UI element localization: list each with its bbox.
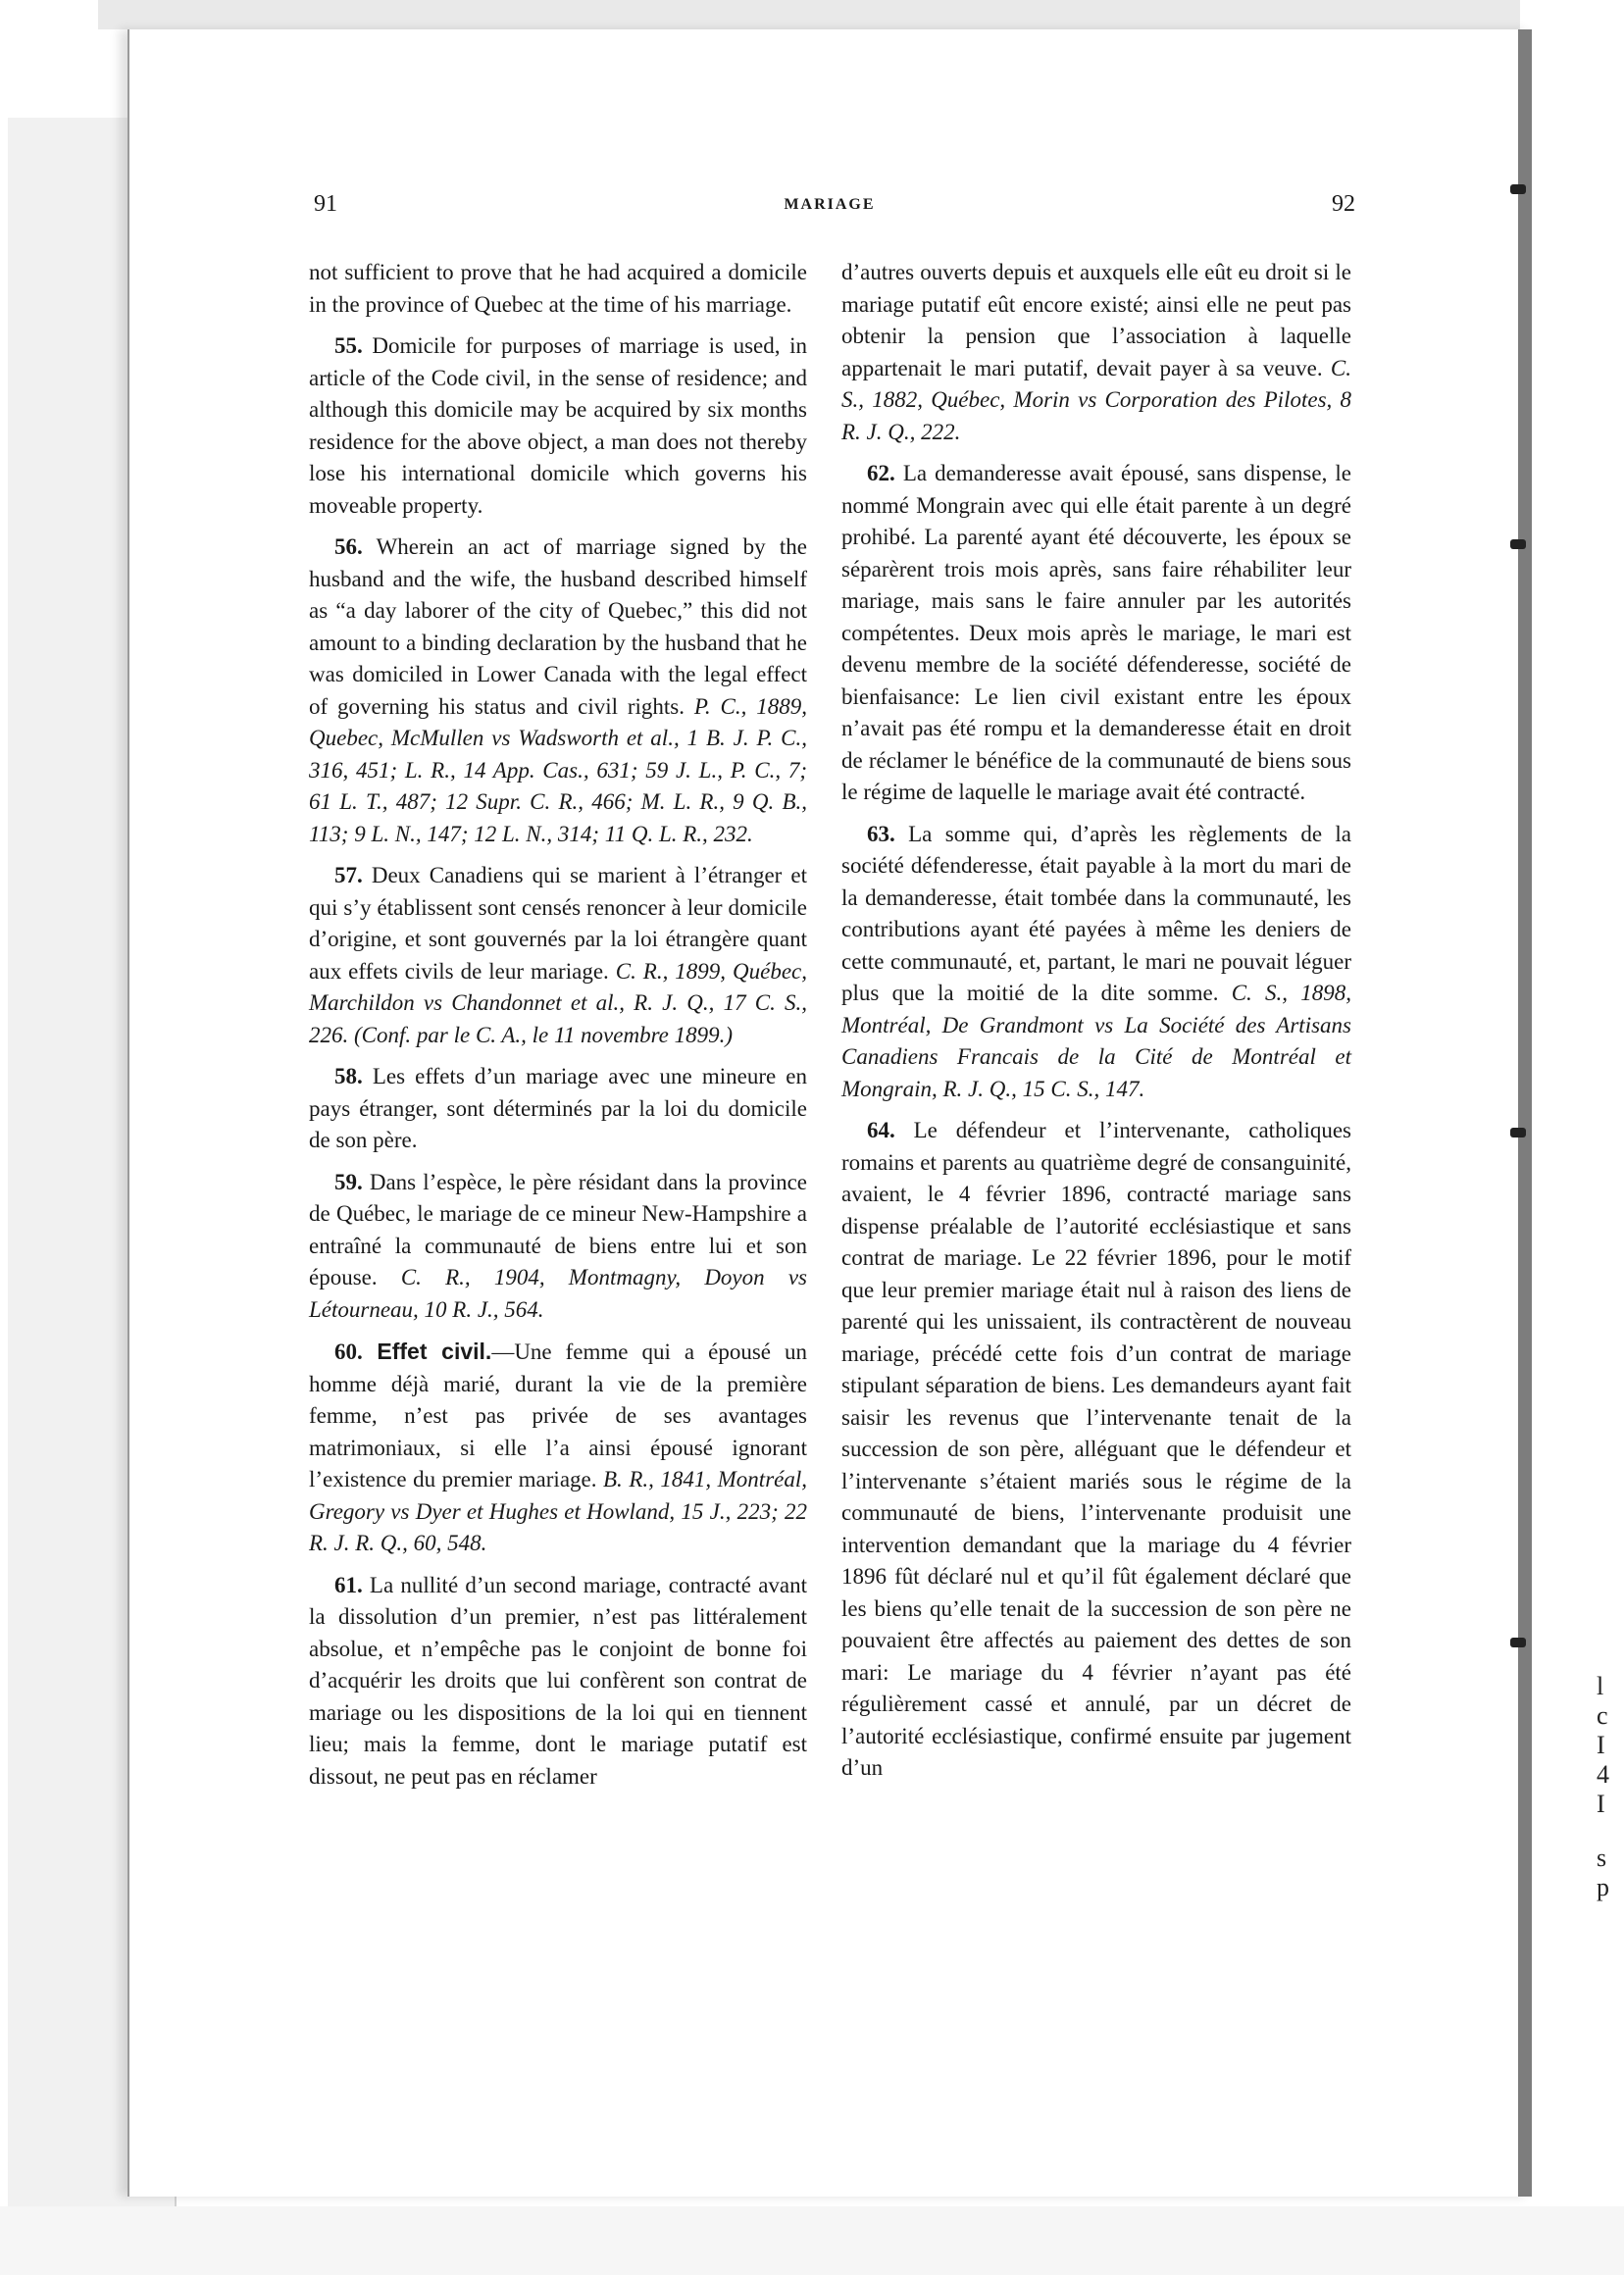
paragraph-text: not sufficient to prove that he had acquired a domicile in the province of Quebec at the time of his marriage. [309, 260, 807, 317]
neighbor-fragment: I [1597, 1790, 1605, 1818]
paragraph-number: 63. [867, 821, 895, 846]
paragraph-text: La somme qui, d’après les règlements de la société défenderesse, était payable à la mort du mari de la demanderesse, était tombée dans la communauté, les contributions ayant été payées à même les deniers de cette communauté, et, partant, le mari ne pouvait léguer plus que la moitié de la dite somme. [841, 821, 1351, 1005]
paragraph-text: La nullité d’un second mariage, contracté avant la dissolution d’un premier, n’est pas littéralement absolue, et n’empêche pas le conjoint de bonne foi d’acquérir les droits que lui confèrent son contrat de mariage ou les dispositions de la loi qui en tiennent lieu; mais la femme, dont le mariage putatif est dissout, ne peut pas en réclamer [309, 1572, 807, 1789]
paragraph-number: 58. [334, 1064, 363, 1088]
paragraph-text: Wherein an act of marriage signed by the husband and the wife, the husband described himself as “a day laborer of the city of Quebec,” this did not amount to a binding declaration by the husband that he was domiciled in Lower Canada with the legal effect of governing his status and civil rights. [309, 534, 807, 719]
binding-clip-icon [1510, 539, 1526, 549]
neighbor-fragment: I [1597, 1731, 1605, 1759]
right-page-number: 92 [1332, 191, 1355, 217]
paragraph-58 [309, 1061, 807, 1157]
paragraph-number: 62. [867, 461, 895, 485]
paragraph-number: 60. [334, 1340, 363, 1364]
citation: C. R., 1904, Montmagny, Doyon vs Létourneau, 10 R. J., 564. [309, 1265, 807, 1322]
paragraph-61 [309, 1570, 807, 1794]
paragraph-number: 59. [334, 1169, 363, 1194]
paragraph-number: 56. [334, 534, 363, 559]
paragraph-64 [841, 1115, 1351, 1785]
paragraph-63 [841, 819, 1351, 1106]
top-book-edge [98, 0, 1520, 29]
right-column [841, 257, 1351, 1795]
paragraph-text: Domicile for purposes of marriage is used, in article of the Code civil, in the sense of residence; and although this domicile may be acquired by six months residence for the above object, a man does not thereby lose his international domicile which governs his moveable property. [309, 333, 807, 518]
neighbor-fragment: c [1597, 1701, 1608, 1730]
binding-clip-icon [1510, 1128, 1526, 1138]
citation: B. R., 1841, Montréal, Gregory vs Dyer et Hughes et Howland, 15 J., 223; 22 R. J. R. Q., 60, 548. [309, 1467, 807, 1555]
running-title: MARIAGE [784, 196, 876, 213]
paragraph-57 [309, 860, 807, 1051]
neighbor-fragment: l [1597, 1672, 1604, 1700]
paragraph-continued [309, 257, 807, 321]
paragraph-text: La demanderesse avait épousé, sans dispense, le nommé Mongrain avec qui elle était parente à un degré prohibé. La parenté ayant été découverte, les époux se séparèrent trois mois après, sans faire réhabiliter leur mariage, mais sans le faire annuler par les autorités compétentes. Deux mois après le mariage, le mari est devenu membre de la société défenderesse, société de bienfaisance: Le lien civil existant entre les époux n’avait pas été rompu et la demanderesse était en droit de réclamer le bénéfice de la communauté de biens sous le régime de laquelle le mariage avait été contracté. [841, 461, 1351, 804]
citation: C. S., 1898, Montréal, De Grandmont vs La Société des Artisans Canadiens Francais de la Cité de Montréal et Mongrain, R. J. Q., 15 C. S., 147. [841, 981, 1351, 1101]
paragraph-56 [309, 531, 807, 850]
binding-clip-icon [1510, 184, 1526, 194]
citation: C. S., 1882, Québec, Morin vs Corporation des Pilotes, 8 R. J. Q., 222. [841, 355, 1351, 444]
citation-note: (Conf. par le C. A., le 11 novembre 1899.) [348, 1022, 734, 1047]
citation: C. R., 1899, Québec, Marchildon vs Chandonnet et al., R. J. Q., 17 C. S., 226. [309, 958, 807, 1047]
paragraph-text: Dans l’espèce, le père résidant dans la province de Québec, le mariage de ce mineur New-Hampshire a entraîné la communauté de biens entre lui et son épouse. [309, 1169, 807, 1289]
section-heading: Effet civil. [362, 1339, 492, 1364]
neighbor-fragment: 4 [1597, 1760, 1609, 1789]
neighbor-fragment: s [1597, 1844, 1607, 1872]
paragraph-text: Deux Canadiens qui se marient à l’étranger et qui s’y établissent sont censés renoncer à leur domicile d’origine, et sont gouvernés par la loi étrangère quant aux effets civils de leur mariage. [309, 863, 807, 984]
paragraph-text: Le défendeur et l’intervenante, catholiques romains et parents au quatrième degré de consanguinité, avaient, le 4 février 1896, contracté mariage sans dispense préalable de l’autorité ecclésiastique et sans contrat de mariage. Le 22 février 1896, pour le motif que leur premier mariage était nul à raison des liens de parenté qui les unissaient, ils contractèrent de nouveau mariage, précédé cette fois d’un contrat de mariage stipulant séparation de biens. Les demandeurs ayant fait saisir les revenus que l’intervenante tenait de la succession de son père, alléguant que le défendeur et l’intervenante s’étaient mariés sous le régime de la communauté de biens, l’intervenante produisit une intervention demandant que la mariage du 4 février 1896 fût déclaré nul et qu’il fût également déclaré que les biens qu’elle tenait de la succession de son père ne pouvaient être affectés au paiement des dettes de son mari: Le mariage du 4 février n’ayant pas été régulièrement cassé et annulé, par un décret de l’autorité ecclésiastique, confirmé ensuite par jugement d’un [841, 1118, 1351, 1780]
paragraph-number: 57. [334, 863, 363, 887]
neighbor-page-strip [1532, 29, 1624, 2197]
paragraph-text: d’autres ouverts depuis et auxquels elle eût eu droit si le mariage putatif eût encore existé; ainsi elle ne peut pas obtenir la pension que l’association à laquelle appartenait le mari putatif, devait payer à sa veuve. [841, 260, 1351, 380]
page-gutter-edge [1518, 29, 1532, 2197]
left-column [309, 257, 807, 1802]
paragraph-62 [841, 458, 1351, 809]
paragraph-60 [309, 1336, 807, 1560]
bottom-book-edge [0, 2206, 1624, 2275]
paragraph-continued [841, 257, 1351, 448]
binding-clip-icon [1510, 1638, 1526, 1647]
left-page-number: 91 [314, 191, 337, 217]
neighbor-fragment: p [1597, 1873, 1609, 1901]
paragraph-number: 64. [867, 1118, 895, 1142]
paragraph-59 [309, 1167, 807, 1327]
citation: P. C., 1889, Quebec, McMullen vs Wadsworth et al., 1 B. J. P. C., 316, 451; L. R., 14 App. Cas., 631; 59 J. L., P. C., 7; 61 L. T., 487; 12 Supr. C. R., 466; M. L. R., 9 Q. B., 113; 9 L. N., 147; 12 L. N., 314; 11 Q. L. R., 232. [309, 693, 807, 846]
paragraph-text: Les effets d’un mariage avec une mineure en pays étranger, sont déterminés par la loi du domicile de son père. [309, 1064, 807, 1152]
paragraph-55 [309, 330, 807, 522]
paragraph-text: —Une femme qui a épousé un homme déjà marié, durant la vie de la première femme, n’est pas privée de ses avantages matrimoniaux, si elle l’a ainsi épousé ignorant l’existence du premier mariage. [309, 1340, 807, 1491]
paragraph-number: 55. [334, 333, 363, 358]
paragraph-number: 61. [334, 1572, 363, 1597]
